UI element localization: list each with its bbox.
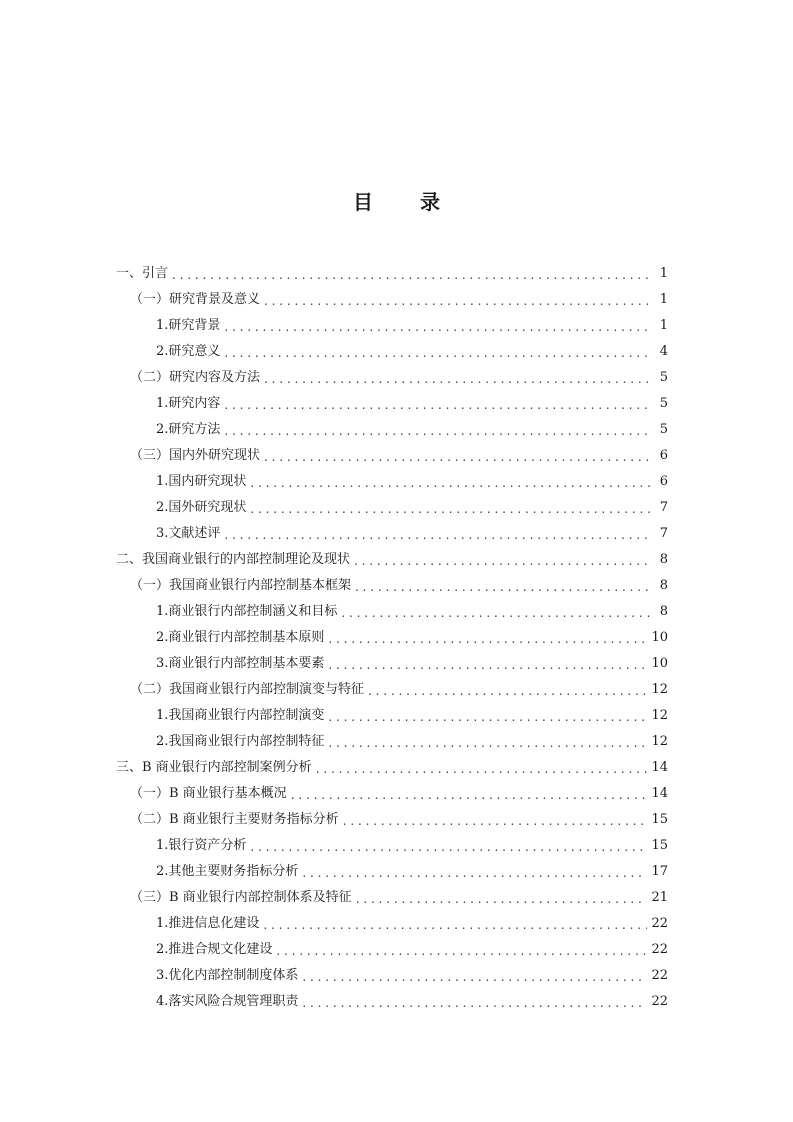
toc-leader-dots	[250, 497, 650, 521]
toc-leader-dots	[224, 523, 650, 547]
toc-entry-page-number: 10	[651, 656, 668, 671]
toc-leader-dots	[328, 731, 647, 755]
toc-entry-title: 1.银行资产分析	[156, 838, 247, 853]
toc-leader-dots	[250, 835, 647, 859]
toc-entry-title: 1.我国商业银行内部控制演变	[156, 708, 325, 723]
toc-entry-title: 2.研究方法	[156, 422, 221, 437]
toc-entry[interactable]	[116, 677, 668, 703]
toc-entry-page-number: 12	[651, 734, 668, 749]
toc-entry-title: （二）我国商业银行内部控制演变与特征	[130, 682, 365, 697]
toc-entry-page-number: 15	[651, 838, 668, 853]
toc-entry-page-number: 5	[659, 422, 668, 437]
toc-entry-page-number: 14	[651, 786, 668, 801]
table-of-contents	[116, 261, 668, 1015]
toc-entry-page-number: 7	[659, 526, 668, 541]
toc-entry[interactable]	[116, 391, 668, 417]
toc-entry[interactable]	[116, 989, 668, 1015]
toc-title: 目 录	[353, 190, 460, 214]
toc-entry[interactable]	[116, 599, 668, 625]
toc-entry-page-number: 1	[659, 292, 668, 307]
toc-leader-dots	[302, 861, 647, 885]
toc-entry[interactable]	[116, 469, 668, 495]
toc-entry[interactable]	[116, 547, 668, 573]
toc-entry[interactable]	[116, 573, 668, 599]
toc-entry-title: 3.优化内部控制制度体系	[156, 968, 299, 983]
toc-leader-dots	[264, 445, 650, 469]
toc-leader-dots	[224, 341, 650, 365]
toc-entry[interactable]	[116, 287, 668, 313]
toc-entry-page-number: 17	[651, 864, 668, 879]
toc-entry-page-number: 14	[651, 760, 668, 775]
toc-entry-title: 3.文献述评	[156, 526, 221, 541]
toc-leader-dots	[291, 783, 648, 807]
toc-leader-dots	[316, 757, 648, 781]
toc-entry-title: 1.研究内容	[156, 396, 221, 411]
toc-entry-page-number: 21	[651, 890, 668, 905]
toc-entry[interactable]	[116, 703, 668, 729]
toc-entry-title: 3.商业银行内部控制基本要素	[156, 656, 325, 671]
toc-entry-page-number: 8	[659, 578, 668, 593]
toc-leader-dots	[354, 549, 650, 573]
toc-leader-dots	[224, 393, 650, 417]
toc-leader-dots	[368, 679, 647, 703]
toc-entry-page-number: 5	[659, 396, 668, 411]
toc-leader-dots	[224, 419, 650, 443]
toc-entry-page-number: 4	[659, 344, 668, 359]
toc-entry-title: 1.国内研究现状	[156, 474, 247, 489]
toc-entry-title: （一）我国商业银行内部控制基本框架	[130, 578, 352, 593]
toc-entry-title: 一、引言	[116, 266, 169, 281]
toc-entry-page-number: 22	[651, 994, 668, 1009]
toc-entry[interactable]	[116, 417, 668, 443]
toc-entry-page-number: 15	[651, 812, 668, 827]
toc-entry-page-number: 1	[659, 318, 668, 333]
toc-entry-title: 4.落实风险合规管理职责	[156, 994, 299, 1009]
toc-entry-title: （二）B 商业银行主要财务指标分析	[130, 812, 339, 827]
toc-entry-title: 2.商业银行内部控制基本原则	[156, 630, 325, 645]
toc-entry-page-number: 6	[659, 474, 668, 489]
toc-entry-title: 2.我国商业银行内部控制特征	[156, 734, 325, 749]
toc-entry-title: 二、我国商业银行的内部控制理论及现状	[116, 552, 351, 567]
toc-entry-title: （三）国内外研究现状	[130, 448, 261, 463]
toc-leader-dots	[250, 471, 650, 495]
toc-entry-page-number: 10	[651, 630, 668, 645]
toc-entry-page-number: 12	[651, 682, 668, 697]
toc-entry[interactable]	[116, 443, 668, 469]
toc-entry-page-number: 7	[659, 500, 668, 515]
toc-entry[interactable]	[116, 365, 668, 391]
toc-entry[interactable]	[116, 625, 668, 651]
toc-entry[interactable]	[116, 313, 668, 339]
toc-entry[interactable]	[116, 495, 668, 521]
toc-entry-title: 1.商业银行内部控制涵义和目标	[156, 604, 338, 619]
toc-entry-page-number: 22	[651, 916, 668, 931]
toc-entry[interactable]	[116, 833, 668, 859]
toc-leader-dots	[343, 809, 648, 833]
toc-leader-dots	[172, 263, 650, 287]
toc-leader-dots	[328, 705, 647, 729]
toc-leader-dots	[224, 315, 650, 339]
toc-entry-title: 三、B 商业银行内部控制案例分析	[116, 760, 312, 775]
toc-entry-title: （一）研究背景及意义	[130, 292, 261, 307]
toc-entry[interactable]	[116, 339, 668, 365]
toc-entry-page-number: 8	[659, 604, 668, 619]
toc-entry[interactable]	[116, 807, 668, 833]
toc-entry-title: 1.研究背景	[156, 318, 221, 333]
toc-entry-title: 2.国外研究现状	[156, 500, 247, 515]
toc-leader-dots	[263, 913, 647, 937]
toc-entry-page-number: 22	[651, 942, 668, 957]
toc-leader-dots	[328, 653, 647, 677]
toc-entry[interactable]	[116, 911, 668, 937]
toc-entry-title: 1.推进信息化建设	[156, 916, 260, 931]
toc-entry[interactable]	[116, 261, 668, 287]
toc-leader-dots	[264, 367, 650, 391]
toc-entry-page-number: 6	[659, 448, 668, 463]
toc-leader-dots	[341, 601, 650, 625]
toc-entry[interactable]	[116, 859, 668, 885]
toc-entry[interactable]	[116, 963, 668, 989]
toc-leader-dots	[328, 627, 647, 651]
toc-leader-dots	[264, 289, 650, 313]
toc-entry-title: （二）研究内容及方法	[130, 370, 261, 385]
toc-entry[interactable]	[116, 937, 668, 963]
toc-entry-title: （三）B 商业银行内部控制体系及特征	[130, 890, 352, 905]
toc-entry-page-number: 22	[651, 968, 668, 983]
toc-entry[interactable]	[116, 729, 668, 755]
toc-entry[interactable]	[116, 755, 668, 781]
toc-entry-title: 2.其他主要财务指标分析	[156, 864, 299, 879]
toc-leader-dots	[302, 991, 647, 1015]
toc-leader-dots	[356, 887, 648, 911]
toc-entry[interactable]	[116, 651, 668, 677]
toc-entry[interactable]	[116, 781, 668, 807]
toc-entry-page-number: 12	[651, 708, 668, 723]
toc-leader-dots	[302, 965, 647, 989]
toc-entry-page-number: 5	[659, 370, 668, 385]
toc-entry-title: （一）B 商业银行基本概况	[130, 786, 287, 801]
toc-entry[interactable]	[116, 885, 668, 911]
toc-leader-dots	[276, 939, 647, 963]
toc-entry-title: 2.推进合规文化建设	[156, 942, 273, 957]
toc-entry-page-number: 1	[659, 266, 668, 281]
toc-entry[interactable]	[116, 521, 668, 547]
toc-entry-title: 2.研究意义	[156, 344, 221, 359]
toc-leader-dots	[355, 575, 650, 599]
toc-entry-page-number: 8	[659, 552, 668, 567]
